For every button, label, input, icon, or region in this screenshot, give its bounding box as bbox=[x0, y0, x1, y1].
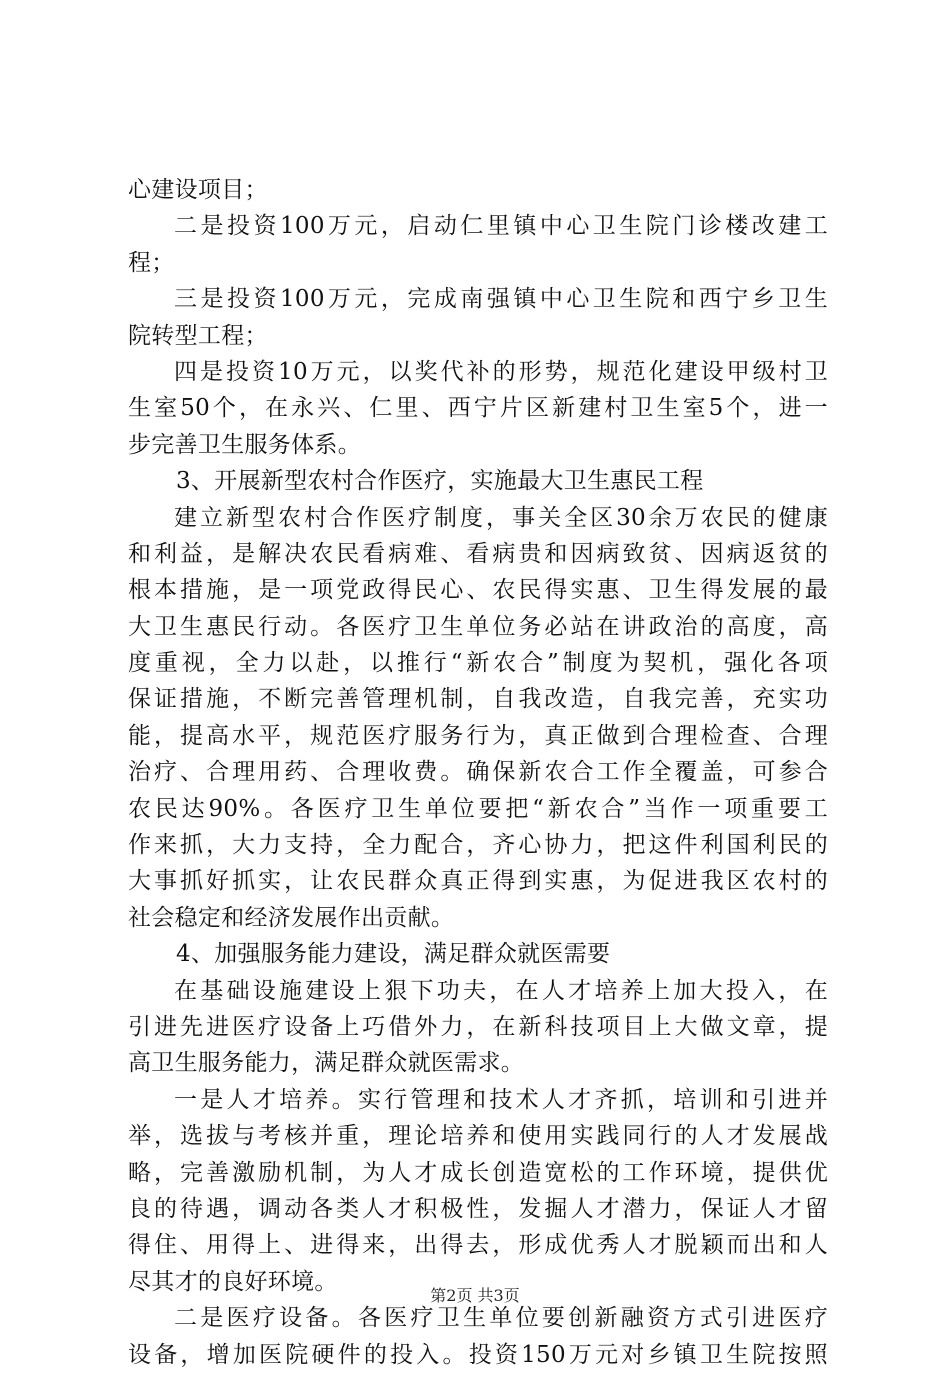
text-line: 建立新型农村合作医疗制度，事关全区30余万农民的健康 bbox=[174, 504, 828, 531]
text-line: 能，提高水平，规范医疗服务行为，真正做到合理检查、合理 bbox=[128, 722, 828, 749]
text-line: 设备，增加医院硬件的投入。投资150万元对乡镇卫生院按照 bbox=[128, 1341, 828, 1368]
text-line: 根本措施，是一项党政得民心、农民得实惠、卫生得发展的最 bbox=[128, 577, 828, 604]
text-line: 作来抓，大力支持，全力配合，齐心协力，把这件利国利民的 bbox=[128, 832, 828, 859]
text-line: 保证措施，不断完善管理机制，自我改造，自我完善，充实功 bbox=[128, 686, 828, 713]
text-line: 尽其才的良好环境。 bbox=[128, 1268, 338, 1295]
text-line: 3、开展新型农村合作医疗，实施最大卫生惠民工程 bbox=[176, 468, 704, 495]
text-line: 生室50个，在永兴、仁里、西宁片区新建村卫生室5个，进一 bbox=[128, 395, 828, 422]
text-line: 引进先进医疗设备上巧借外力，在新科技项目上大做文章，提 bbox=[128, 1013, 828, 1040]
text-line: 高卫生服务能力，满足群众就医需求。 bbox=[128, 1050, 525, 1077]
text-line: 步完善卫生服务体系。 bbox=[128, 431, 361, 458]
text-line: 二是医疗设备。各医疗卫生单位要创新融资方式引进医疗 bbox=[174, 1305, 828, 1332]
document-body bbox=[128, 172, 828, 1373]
text-line: 农民达90%。各医疗卫生单位要把“新农合”当作一项重要工 bbox=[128, 795, 828, 822]
text-line: 良的待遇，调动各类人才积极性，发掘人才潜力，保证人才留 bbox=[128, 1195, 828, 1222]
text-line: 得住、用得上、进得来，出得去，形成优秀人才脱颖而出和人 bbox=[128, 1232, 828, 1259]
text-line: 大卫生惠民行动。各医疗卫生单位务必站在讲政治的高度，高 bbox=[128, 613, 828, 640]
text-line: 一是人才培养。实行管理和技术人才齐抓，培训和引进并 bbox=[174, 1086, 828, 1113]
text-line: 举，选拔与考核并重，理论培养和使用实践同行的人才发展战 bbox=[128, 1123, 828, 1150]
text-line: 院转型工程； bbox=[128, 322, 268, 349]
text-line: 四是投资10万元，以奖代补的形势，规范化建设甲级村卫 bbox=[174, 358, 828, 385]
text-line: 4、加强服务能力建设，满足群众就医需要 bbox=[176, 941, 611, 968]
text-line: 社会稳定和经济发展作出贡献。 bbox=[128, 904, 455, 931]
text-line: 大事抓好抓实，让农民群众真正得到实惠，为促进我区农村的 bbox=[128, 868, 828, 895]
text-line: 略，完善激励机制，为人才成长创造宽松的工作环境，提供优 bbox=[128, 1159, 828, 1186]
text-line: 二是投资100万元，启动仁里镇中心卫生院门诊楼改建工 bbox=[174, 213, 828, 240]
page-footer: 第2页 共3页 bbox=[430, 1286, 520, 1305]
text-line: 度重视，全力以赴，以推行“新农合”制度为契机，强化各项 bbox=[128, 650, 828, 677]
text-line: 程； bbox=[128, 249, 175, 276]
text-line: 和利益，是解决农民看病难、看病贵和因病致贫、因病返贫的 bbox=[128, 540, 828, 567]
text-line: 在基础设施建设上狠下功夫，在人才培养上加大投入，在 bbox=[174, 977, 828, 1004]
text-line: 治疗、合理用药、合理收费。确保新农合工作全覆盖，可参合 bbox=[128, 759, 828, 786]
text-line: 三是投资100万元，完成南强镇中心卫生院和西宁乡卫生 bbox=[174, 286, 828, 313]
text-line: 心建设项目； bbox=[128, 177, 268, 203]
